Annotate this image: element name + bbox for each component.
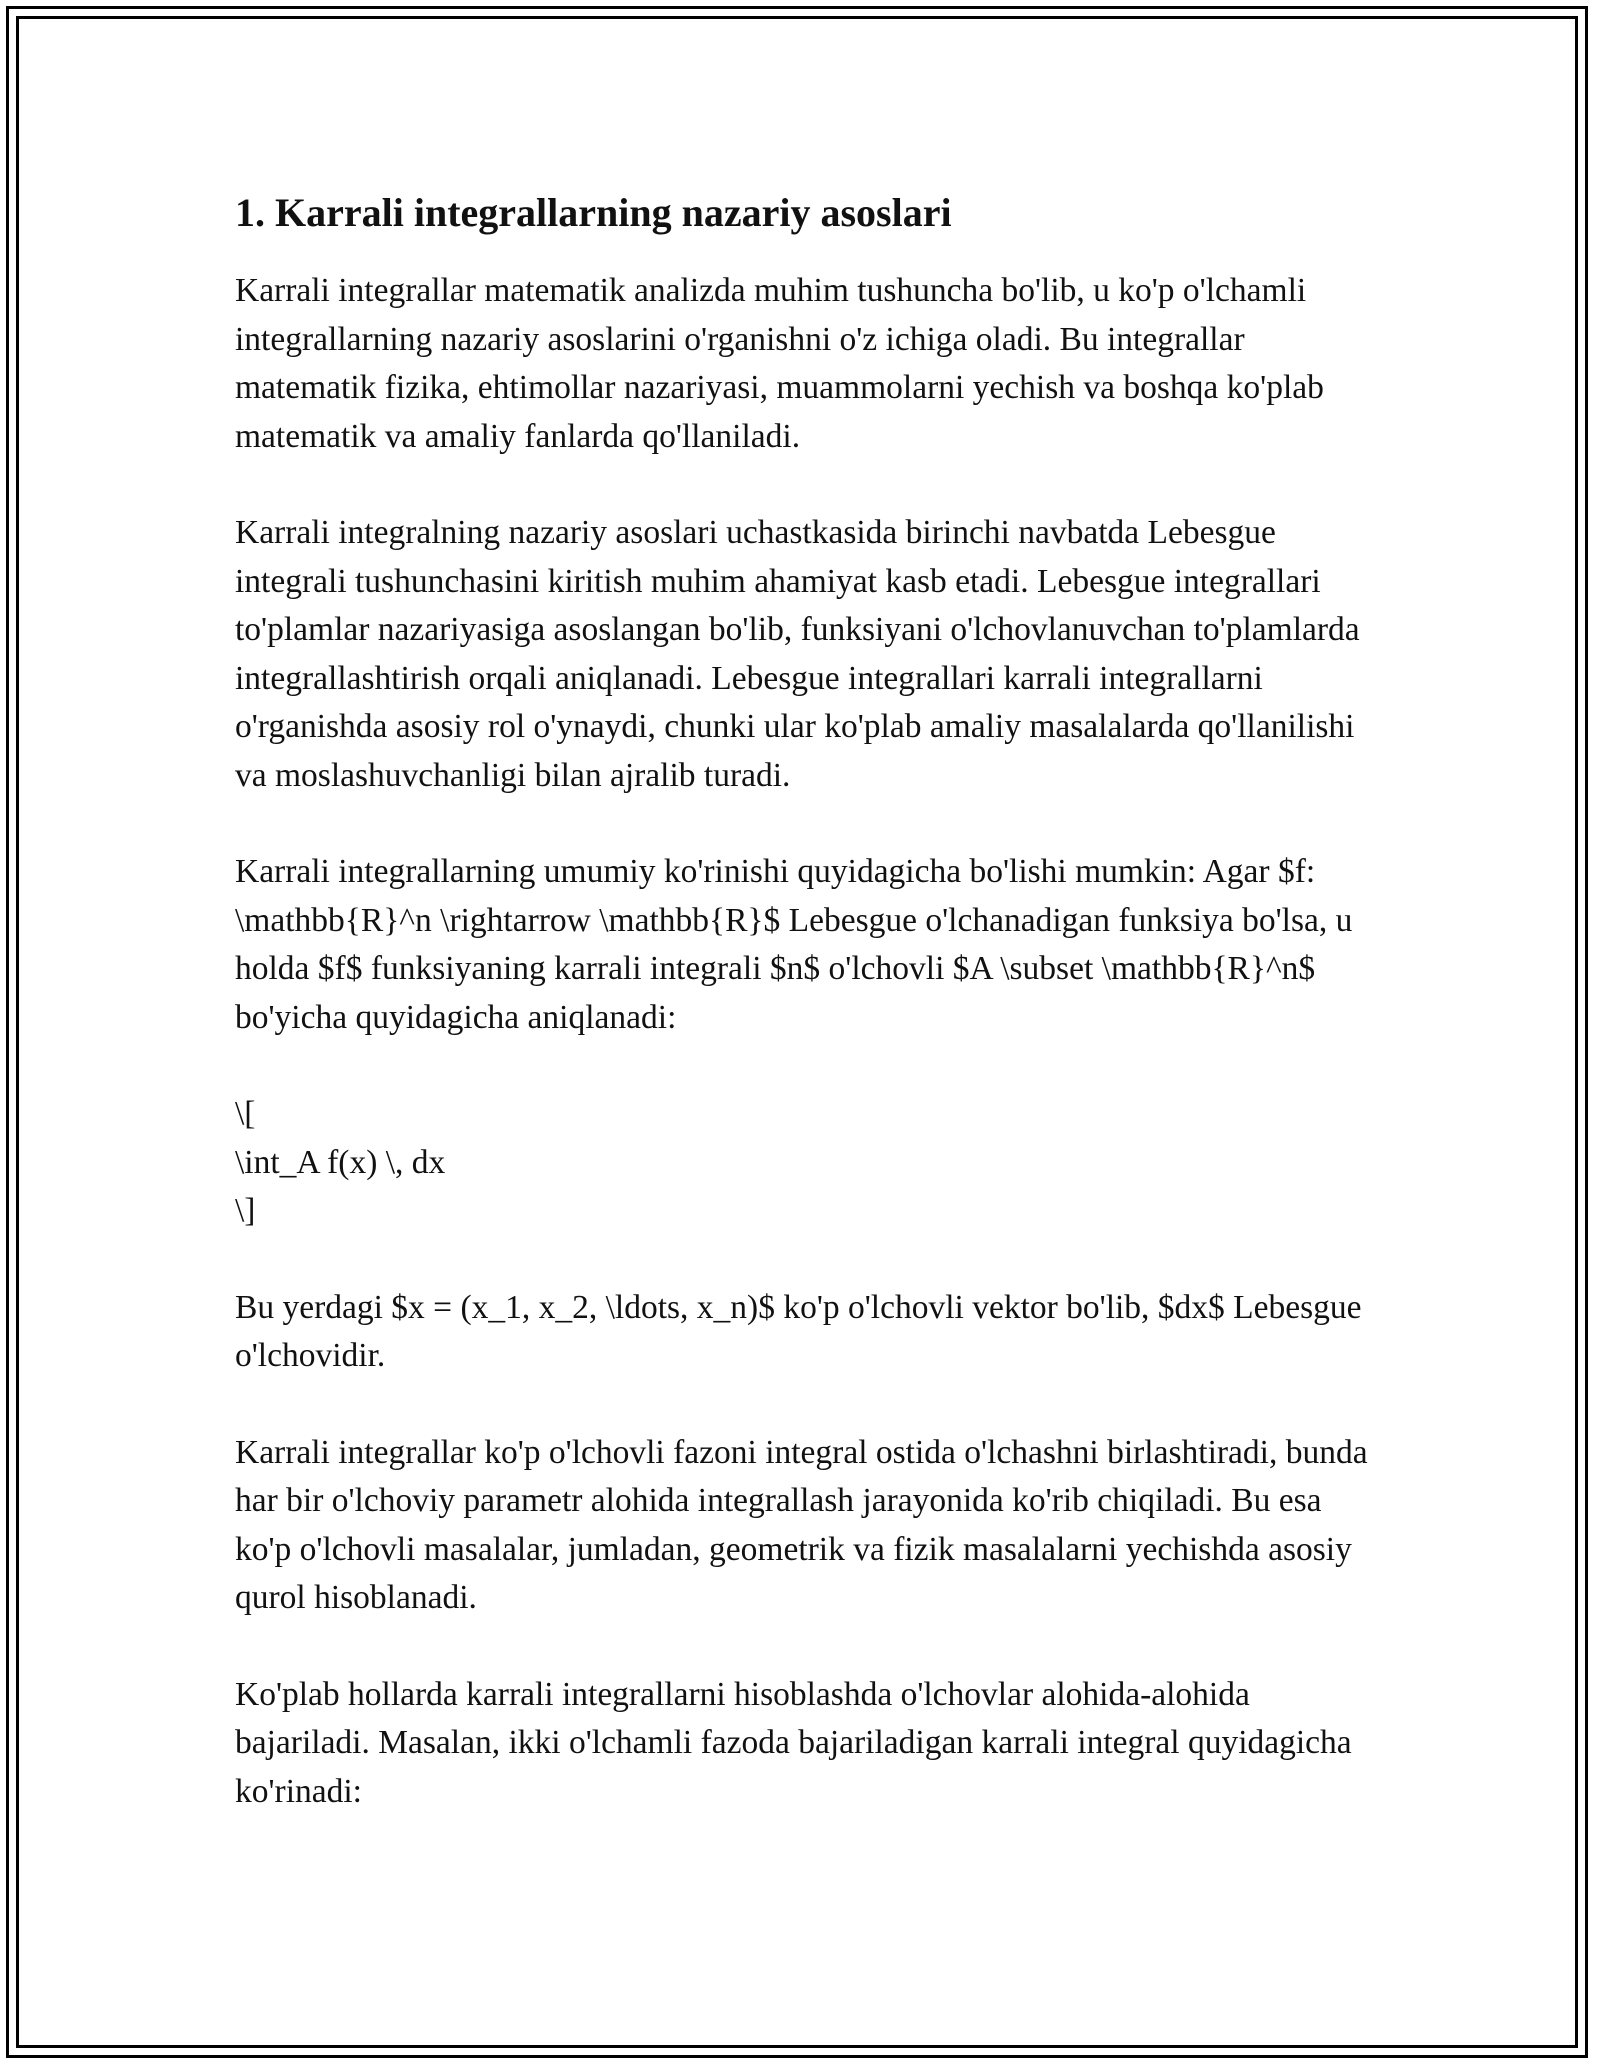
document-page xyxy=(235,185,1370,1816)
paragraph-multidimensional: Karrali integrallar ko'p o'lchovli fazoni integral ostida o'lchashni birlashtiradi, bunda har bir o'lchoviy parametr alohida integrallash jarayonida ko'rib chiqiladi. Bu esa ko'p o'lchovli masalalar, jumladan, geometrik va fizik masalalarni yechishda asosiy qurol hisoblanadi. xyxy=(235,1433,1368,1616)
display-formula: \[ \int_A f(x) \, dx \] xyxy=(235,1095,446,1229)
section-heading: 1. Karrali integrallarning nazariy asoslari xyxy=(235,190,952,235)
paragraph-general-form: Karrali integrallarning umumiy ko'rinishi quyidagicha bo'lishi mumkin: Agar $f: \mathbb{R}^n \rightarrow \mathbb{R}$ Lebesgue o'lchanadigan funksiya bo'lsa, u holda $f$ funksiyaning karrali integrali $n$ o'lchovli $A \subset \mathbb{R}^n$ bo'yicha quyidagicha aniqlanadi: xyxy=(235,853,1353,1036)
paragraph-intro: Karrali integrallar matematik analizda muhim tushuncha bo'lib, u ko'p o'lchamli integrallarning nazariy asoslarini o'rganishni o'z ichiga oladi. Bu integrallar matematik fizika, ehtimollar nazariyasi, muammolarni yechish va boshqa ko'plab matematik va amaliy fanlarda qo'llaniladi. xyxy=(235,272,1324,455)
paragraph-two-dimensional: Ko'plab hollarda karrali integrallarni hisoblashda o'lchovlar alohida-alohida bajariladi. Masalan, ikki o'lchamli fazoda bajariladigan karrali integral quyidagicha ko'rinadi: xyxy=(235,1675,1352,1810)
paragraph-lebesgue: Karrali integralning nazariy asoslari uchastkasida birinchi navbatda Lebesgue integrali tushunchasini kiritish muhim ahamiyat kasb etadi. Lebesgue integrallari to'plamlar nazariyasiga asoslangan bo'lib, funksiyani o'lchovlanuvchan to'plamlarda integrallashtirish orqali aniqlanadi. Lebesgue integrallari karrali integrallarni o'rganishda asosiy rol o'ynaydi, chunki ular ko'plab amaliy masalalarda qo'llanilishi va moslashuvchanligi bilan ajralib turadi. xyxy=(235,514,1360,794)
paragraph-vector: Bu yerdagi $x = (x_1, x_2, \ldots, x_n)$ ko'p o'lchovli vektor bo'lib, $dx$ Lebesgue o'lchovidir. xyxy=(235,1288,1362,1374)
